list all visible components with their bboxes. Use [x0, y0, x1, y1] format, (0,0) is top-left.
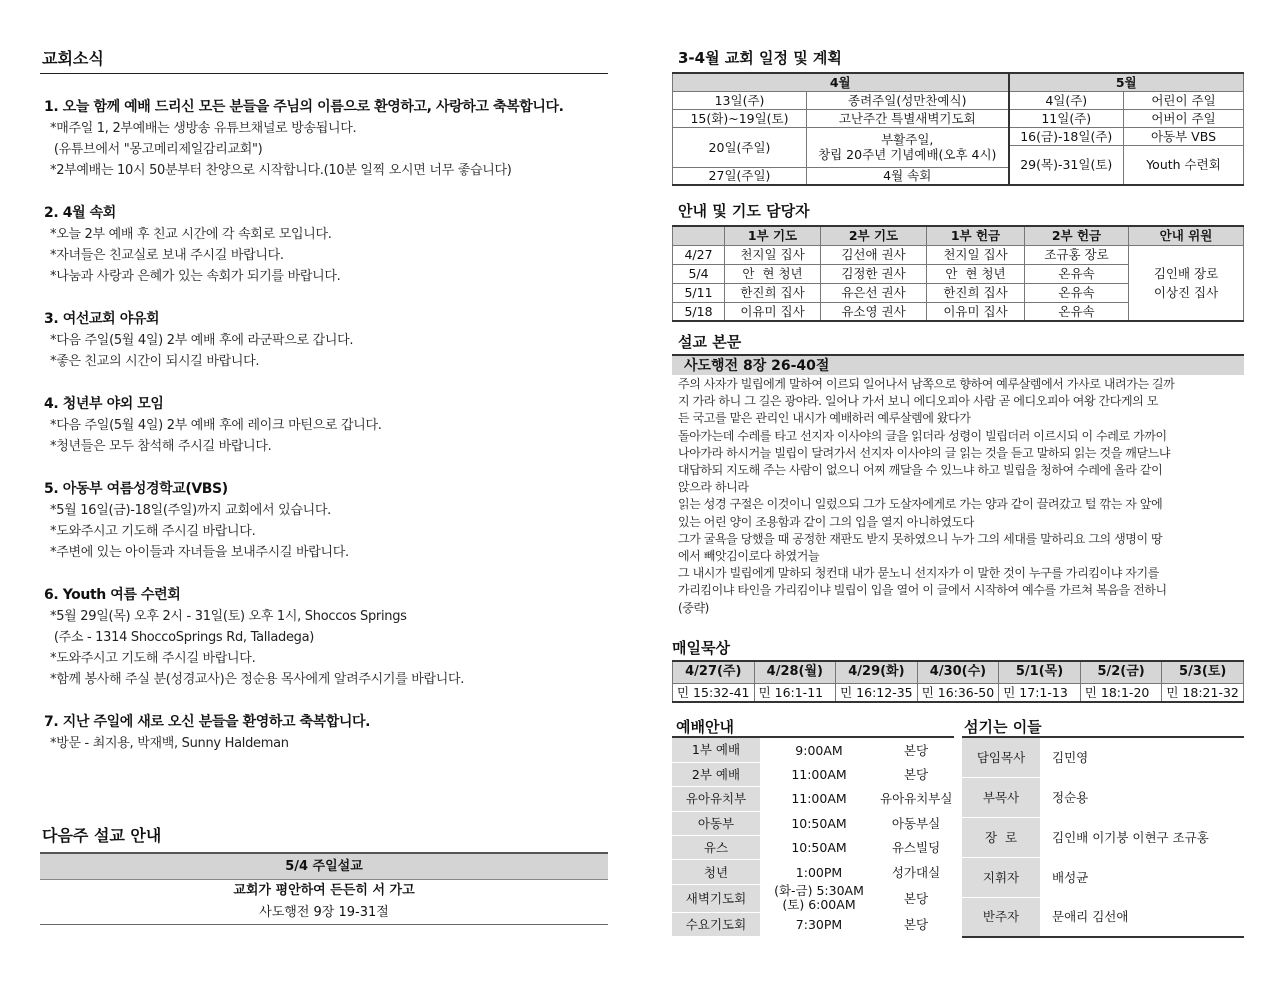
may-event: 어버이 주일 — [1124, 109, 1244, 127]
next-week-title: 교회가 평안하여 든든히 서 가고 — [233, 883, 415, 898]
news-item — [40, 584, 608, 690]
schedule-table — [672, 72, 1244, 186]
service-name: 새벽기도회 — [672, 884, 760, 912]
service-name: 유스 — [672, 836, 760, 860]
ushers-cell — [1129, 245, 1244, 321]
news-line: *함께 봉사해 주실 분(성경교사)은 정순용 목사에게 알려주시기를 바랍니다. — [50, 672, 465, 687]
may-event: Youth 수련회 — [1124, 145, 1244, 185]
schedule-header: 3-4월 교회 일정 및 계획 — [678, 49, 842, 67]
duty-cell: 천지일 집사 — [927, 245, 1025, 264]
duty-col-header: 1부 기도 — [725, 226, 821, 245]
sermon-line: 있는 어린 양이 조용함과 같이 그의 입을 열지 아니하였도다 — [678, 514, 974, 529]
news-item — [40, 202, 608, 287]
duty-section — [672, 203, 1244, 322]
sermon-line: 에서 빼앗김이로다 하였거늘 — [678, 549, 820, 564]
news-line: *2부예배는 10시 50분부터 찬양으로 시작합니다.(10분 일찍 오시면 너무 좋습니다) — [50, 163, 512, 178]
may-date: 29(목)-31일(토) — [1009, 145, 1124, 185]
service-name: 청년 — [672, 860, 760, 884]
news-item — [40, 96, 608, 181]
duty-col-header: 2부 헌금 — [1025, 226, 1129, 245]
news-line: *자녀들은 친교실로 보내 주시길 바랍니다. — [50, 248, 284, 263]
next-week-sermon-section — [40, 824, 608, 925]
duty-cell: 온유속 — [1025, 264, 1129, 283]
service-time: 11:00AM — [791, 767, 847, 783]
church-news-header: 교회소식 — [40, 48, 608, 74]
news-list — [40, 96, 608, 754]
may-event: 어린이 주일 — [1124, 91, 1244, 109]
april-event: 고난주간 특별새벽기도회 — [807, 109, 1009, 127]
sermon-line: 나아가라 하시거늘 빌립이 달려가서 선지자 이사야의 글 읽는 것을 듣고 말하되 읽는 것을 깨닫느냐 — [678, 445, 1171, 460]
schedule-section — [672, 50, 1244, 186]
servant-role: 장 로 — [962, 818, 1040, 858]
servant-names: 김인배 이기붕 이현구 조규홍 — [1052, 829, 1209, 845]
may-date: 16(금)-18일(주) — [1009, 127, 1124, 145]
service-time: 10:50AM — [791, 840, 847, 856]
servant-names: 문애리 김선애 — [1052, 909, 1129, 925]
may-event: 아동부 VBS — [1124, 127, 1244, 145]
service-place: 유아유치부실 — [880, 791, 953, 807]
news-line: (유튜브에서 "몽고메리제일감리교회") — [50, 142, 263, 157]
news-line: *방문 - 최지용, 박재백, Sunny Haldeman — [50, 736, 289, 751]
service-name: 아동부 — [672, 811, 760, 835]
news-line: *다음 주일(5월 4일) 2부 예배 후에 라군팍으로 갑니다. — [50, 333, 354, 348]
sermon-line: 앉으라 하니라 — [678, 480, 749, 495]
worship-info-section — [672, 716, 954, 937]
may-header: 5월 — [1009, 73, 1244, 91]
service-name: 2부 예배 — [672, 762, 760, 786]
daily-devotion-table — [672, 660, 1244, 703]
may-date: 11일(주) — [1009, 109, 1124, 127]
service-time — [760, 884, 878, 912]
april-event — [807, 127, 1009, 167]
daily-devotion-section — [672, 638, 1244, 703]
servant-role: 부목사 — [962, 778, 1040, 818]
servants-header: 섬기는 이들 — [962, 716, 1244, 738]
servants-section — [962, 716, 1244, 938]
service-time: 1:00PM — [795, 864, 843, 880]
day-reading: 민 17:1-13 — [999, 683, 1081, 702]
news-title: 5. 아동부 여름성경학교(VBS) — [44, 481, 228, 497]
duty-col-header — [673, 226, 725, 245]
service-name: 1부 예배 — [672, 738, 760, 762]
news-line: *좋은 친교의 시간이 되시길 바랍니다. — [50, 354, 260, 369]
news-title: 4. 청년부 야외 모임 — [44, 396, 164, 412]
duty-cell: 이유미 집사 — [927, 302, 1025, 321]
service-name: 유아유치부 — [672, 787, 760, 811]
news-item — [40, 711, 608, 754]
duty-cell: 유소영 권사 — [821, 302, 927, 321]
servant-names: 정순용 — [1052, 790, 1089, 806]
sermon-section — [672, 334, 1244, 617]
sermon-line: 그가 굴욕을 당했을 때 공정한 재판도 받지 못하였으니 누가 그의 세대를 말하리요 그의 생명이 땅 — [678, 531, 1163, 546]
worship-info-table — [672, 738, 954, 937]
sermon-line: 대답하되 지도해 주는 사람이 없으니 어찌 깨달을 수 있느냐 하고 빌립을 청하여 수레에 올라 같이 — [678, 463, 1163, 478]
next-week-table — [40, 852, 608, 925]
news-line: *오늘 2부 예배 후 친교 시간에 각 속회로 모입니다. — [50, 227, 332, 242]
news-title: 3. 여선교회 야유회 — [44, 311, 160, 327]
sermon-line: 그 내시가 빌립에게 말하되 청컨대 내가 묻노니 선지자가 이 말한 것이 누구를 가리킴이냐 자기를 — [678, 566, 1159, 581]
church-news-section — [40, 48, 608, 775]
day-header: 4/30(수) — [917, 661, 999, 683]
news-title: 7. 지난 주일에 새로 오신 분들을 환영하고 축복합니다. — [44, 714, 371, 730]
servant-role: 반주자 — [962, 897, 1040, 937]
day-header: 4/29(화) — [836, 661, 918, 683]
service-place: 유스빌딩 — [891, 840, 941, 856]
news-line: *매주일 1, 2부예배는 생방송 유튜브채널로 방송됩니다. — [50, 121, 357, 136]
news-line: (주소 - 1314 ShoccoSprings Rd, Talladega) — [50, 630, 315, 645]
service-time: 11:00AM — [791, 791, 847, 807]
worship-info-header: 예배안내 — [672, 716, 954, 738]
duty-cell: 조규홍 장로 — [1025, 245, 1129, 264]
sermon-line: 읽는 성경 구절은 이것이니 일렀으되 그가 도살자에게로 가는 양과 같이 끌려갔고 털 깎는 자 앞에 — [678, 497, 1163, 512]
service-name: 수요기도회 — [672, 912, 760, 936]
usher-name: 김인배 장로 — [1153, 265, 1219, 281]
april-date: 15(화)~19일(토) — [673, 109, 807, 127]
servants-table — [962, 738, 1244, 938]
sermon-line: 든 국고를 맡은 관리인 내시가 예배하러 예루살렘에 왔다가 — [678, 411, 971, 426]
duty-cell: 온유속 — [1025, 302, 1129, 321]
service-place: 아동부실 — [891, 815, 941, 831]
duty-table — [672, 225, 1244, 322]
service-time: 7:30PM — [795, 917, 843, 933]
news-line: *나눔과 사랑과 은혜가 있는 속회가 되기를 바랍니다. — [50, 269, 341, 284]
sermon-line: 주의 사자가 빌립에게 말하여 이르되 일어나서 남쪽으로 향하여 예루살렘에서 가사로 내려가는 길까 — [678, 377, 1175, 391]
april-event: 종려주일(성만찬예식) — [807, 91, 1009, 109]
duty-cell: 이유미 집사 — [725, 302, 821, 321]
service-time-line: (토) 6:00AM — [782, 897, 856, 913]
duty-col-header: 1부 헌금 — [927, 226, 1025, 245]
sermon-line: 지 가라 하니 그 길은 광야라. 일어나 가서 보니 에디오피아 사람 곧 에디오피아 여왕 간다게의 모 — [678, 394, 1158, 409]
day-header: 5/3(토) — [1162, 661, 1244, 683]
april-header: 4월 — [673, 73, 1009, 91]
service-place: 본당 — [903, 917, 929, 933]
sermon-header: 설교 본문 — [678, 333, 742, 351]
day-header: 5/2(금) — [1080, 661, 1162, 683]
service-place: 성가대실 — [891, 864, 941, 880]
news-title: 1. 오늘 함께 예배 드리신 모든 분들을 주님의 이름으로 환영하고, 사랑하고 축복합니다. — [44, 99, 564, 115]
news-line: *다음 주일(5월 4일) 2부 예배 후에 레이크 마틴으로 갑니다. — [50, 418, 382, 433]
duty-date: 5/18 — [673, 302, 725, 321]
servant-role: 지휘자 — [962, 857, 1040, 897]
duty-cell: 안 현 청년 — [927, 264, 1025, 283]
duty-col-header: 안내 위원 — [1129, 226, 1244, 245]
daily-devotion-header: 매일묵상 — [672, 639, 730, 657]
news-line: *주변에 있는 아이들과 자녀들을 보내주시길 바랍니다. — [50, 545, 349, 560]
sermon-line: 가리킴이냐 타인을 가리킴이냐 빌립이 입을 열어 이 글에서 시작하여 예수를 가르쳐 복음을 전하니 — [678, 583, 1167, 598]
service-time: 10:50AM — [791, 815, 847, 831]
news-line: *청년들은 모두 참석해 주시길 바랍니다. — [50, 439, 272, 454]
next-week-header: 다음주 설교 안내 — [42, 826, 162, 845]
news-title: 2. 4월 속회 — [44, 205, 116, 221]
duty-date: 5/4 — [673, 264, 725, 283]
next-week-passage: 사도행전 9장 19-31절 — [259, 905, 389, 920]
day-reading: 민 16:12-35 — [836, 683, 918, 702]
duty-cell: 한진희 집사 — [927, 283, 1025, 302]
news-line: *도와주시고 기도해 주시길 바랍니다. — [50, 651, 256, 666]
service-time-line: (화-금) 5:30AM — [774, 884, 864, 899]
sermon-line: 돌아가는데 수레를 타고 선지자 이사야의 글을 읽더라 성령이 빌립더러 이르시되 이 수레로 가까이 — [678, 428, 1167, 443]
service-time: 9:00AM — [795, 742, 843, 758]
news-item — [40, 478, 608, 563]
duty-cell: 안 현 청년 — [725, 264, 821, 283]
duty-cell: 유은선 권사 — [821, 283, 927, 302]
april-date: 20일(주일) — [673, 127, 807, 167]
duty-cell: 온유속 — [1025, 283, 1129, 302]
news-item — [40, 308, 608, 372]
servant-role: 담임목사 — [962, 738, 1040, 778]
service-place: 본당 — [903, 767, 929, 783]
april-event: 4월 속회 — [807, 167, 1009, 185]
day-header: 4/28(월) — [754, 661, 836, 683]
usher-name: 이상진 집사 — [1153, 284, 1219, 300]
may-date: 4일(주) — [1009, 91, 1124, 109]
sermon-passage: 사도행전 8장 26-40절 — [672, 354, 1244, 375]
duty-cell: 김선애 권사 — [821, 245, 927, 264]
sermon-line: (중략) — [678, 600, 709, 615]
day-reading: 민 16:36-50 — [917, 683, 999, 702]
service-place: 본당 — [903, 890, 929, 906]
april-event-line: 부활주일, — [881, 132, 934, 147]
day-reading: 민 18:21-32 — [1162, 683, 1244, 702]
april-date: 27일(주일) — [673, 167, 807, 185]
service-place: 본당 — [903, 742, 929, 758]
sermon-text — [672, 376, 1244, 617]
duty-col-header: 2부 기도 — [821, 226, 927, 245]
next-week-label: 5/4 주일설교 — [40, 854, 608, 880]
duty-cell: 한진희 집사 — [725, 283, 821, 302]
day-header: 4/27(주) — [673, 661, 755, 683]
news-line: *도와주시고 기도해 주시길 바랍니다. — [50, 524, 256, 539]
news-title: 6. Youth 여름 수련회 — [44, 587, 181, 603]
servant-names: 배성균 — [1052, 869, 1089, 885]
duty-cell: 김정한 권사 — [821, 264, 927, 283]
news-item — [40, 393, 608, 457]
april-event-line: 창립 20주년 기념예배(오후 4시) — [818, 147, 997, 162]
duty-cell: 천지일 집사 — [725, 245, 821, 264]
duty-header: 안내 및 기도 담당자 — [678, 202, 810, 220]
day-reading: 민 15:32-41 — [673, 683, 755, 702]
duty-date: 4/27 — [673, 245, 725, 264]
day-header: 5/1(목) — [999, 661, 1081, 683]
day-reading: 민 16:1-11 — [754, 683, 836, 702]
servant-names: 김민영 — [1052, 750, 1089, 766]
news-line: *5월 16일(금)-18일(주일)까지 교회에서 있습니다. — [50, 503, 331, 518]
april-date: 13일(주) — [673, 91, 807, 109]
duty-date: 5/11 — [673, 283, 725, 302]
day-reading: 민 18:1-20 — [1080, 683, 1162, 702]
news-line: *5월 29일(목) 오후 2시 - 31일(토) 오후 1시, Shoccos Springs — [50, 609, 407, 624]
